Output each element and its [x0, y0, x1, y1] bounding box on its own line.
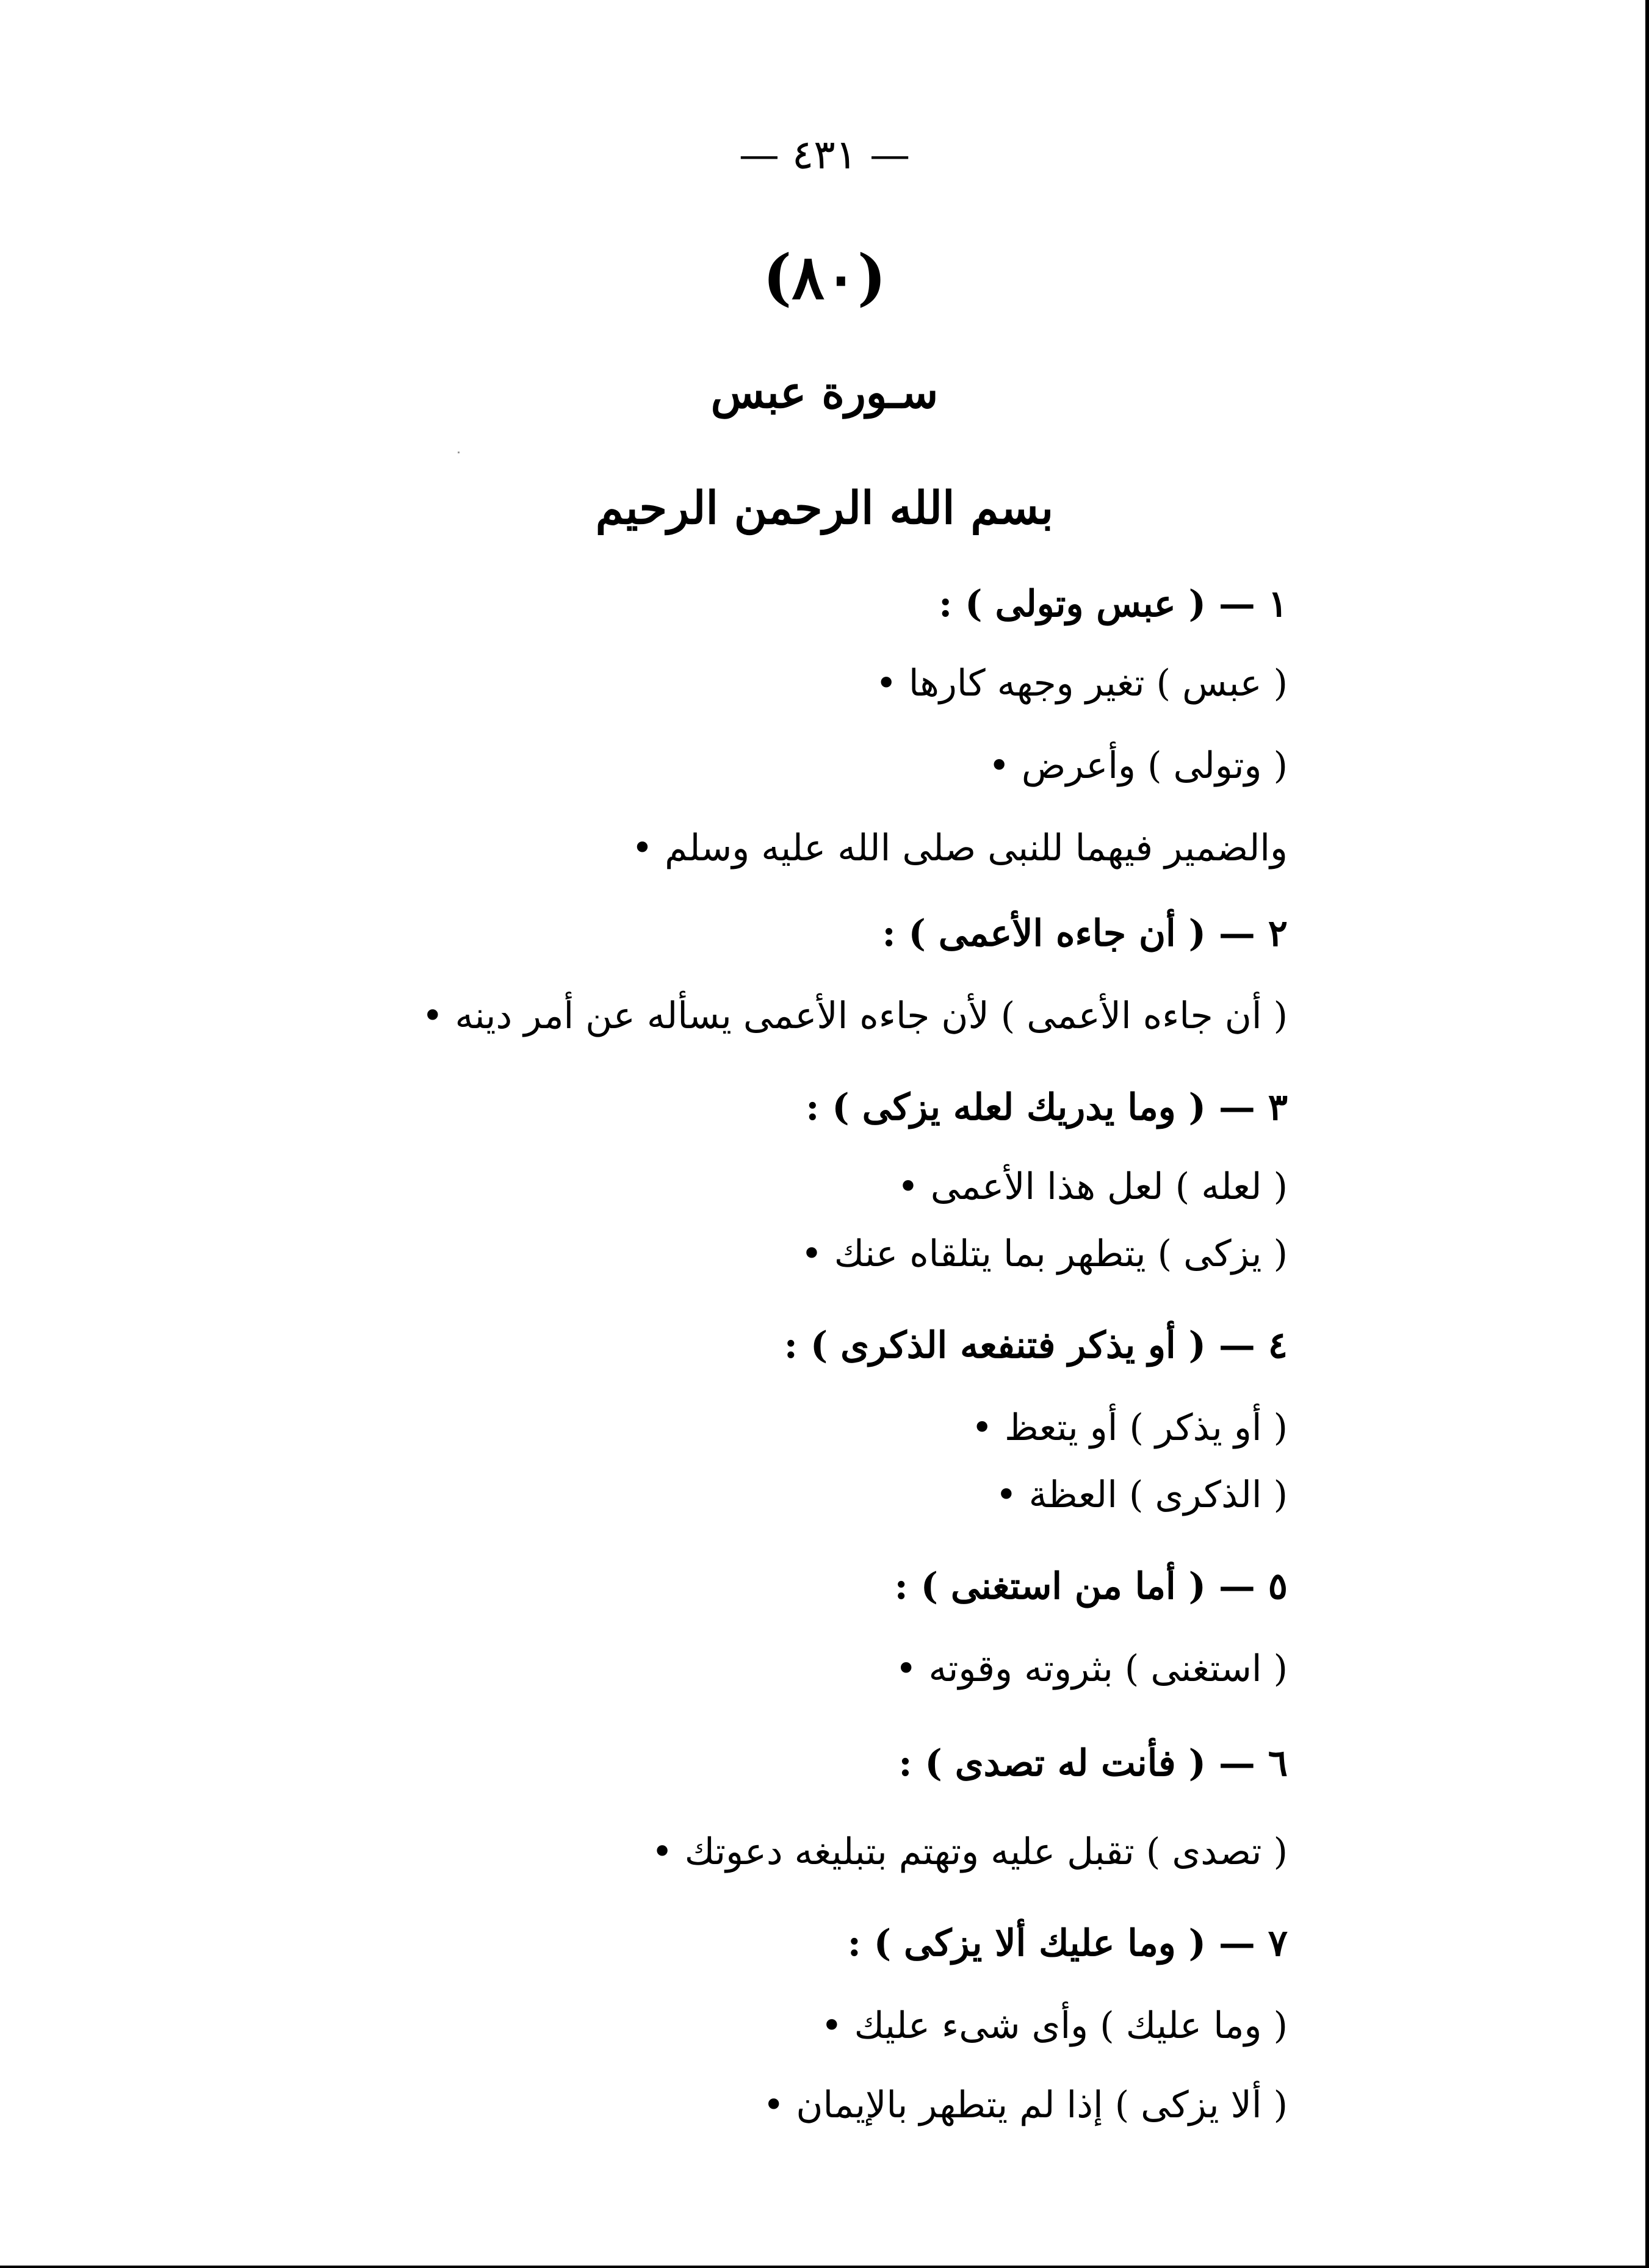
page-number: — ٤٣١ —	[738, 131, 911, 178]
page-right-edge	[1645, 0, 1649, 2268]
scan-artifact-dot	[458, 452, 460, 453]
gloss-line: ( أو يذكر ) أو يتعظ •	[971, 1406, 1288, 1449]
verse-heading-4: ٤ — ( أو يذكر فتنفعه الذكرى ) :	[784, 1324, 1288, 1367]
verse-heading-1: ١ — ( عبس وتولى ) :	[939, 583, 1288, 625]
gloss-line: ( تصدى ) تقبل عليه وتهتم بتبليغه دعوتك •	[651, 1831, 1288, 1873]
sura-number: (٨٠)	[762, 241, 887, 313]
gloss-line: ( أن جاءه الأعمى ) لأن جاءه الأعمى يسأله عن أمر دينه •	[422, 995, 1288, 1037]
gloss-line: ( وتولى ) وأعرض •	[988, 744, 1288, 787]
page-bottom-edge	[0, 2266, 1649, 2268]
verse-heading-3: ٣ — ( وما يدريك لعله يزكى ) :	[806, 1086, 1288, 1129]
sura-title: سـورة عبس	[710, 366, 939, 418]
gloss-line: ( عبس ) تغير وجهه كارها •	[875, 662, 1288, 705]
gloss-line: ( وما عليك ) وأى شىء عليك •	[821, 2004, 1288, 2047]
gloss-line: ( يزكى ) يتطهر بما يتلقاه عنك •	[801, 1233, 1288, 1275]
gloss-line: والضمير فيهما للنبى صلى الله عليه وسلم •	[631, 827, 1288, 869]
gloss-line: ( استغنى ) بثروته وقوته •	[895, 1647, 1288, 1690]
gloss-line: ( ألا يزكى ) إذا لم يتطهر بالإيمان •	[762, 2084, 1288, 2126]
basmala: بسم الله الرحمن الرحيم	[595, 482, 1054, 535]
verse-heading-6: ٦ — ( فأنت له تصدى ) :	[898, 1742, 1288, 1785]
verse-heading-5: ٥ — ( أما من استغنى ) :	[894, 1565, 1288, 1608]
gloss-line: ( الذكرى ) العظة •	[995, 1474, 1288, 1516]
verse-heading-7: ٧ — ( وما عليك ألا يزكى ) :	[847, 1922, 1288, 1965]
verse-heading-2: ٢ — ( أن جاءه الأعمى ) :	[882, 912, 1288, 955]
gloss-line: ( لعله ) لعل هذا الأعمى •	[897, 1165, 1288, 1208]
